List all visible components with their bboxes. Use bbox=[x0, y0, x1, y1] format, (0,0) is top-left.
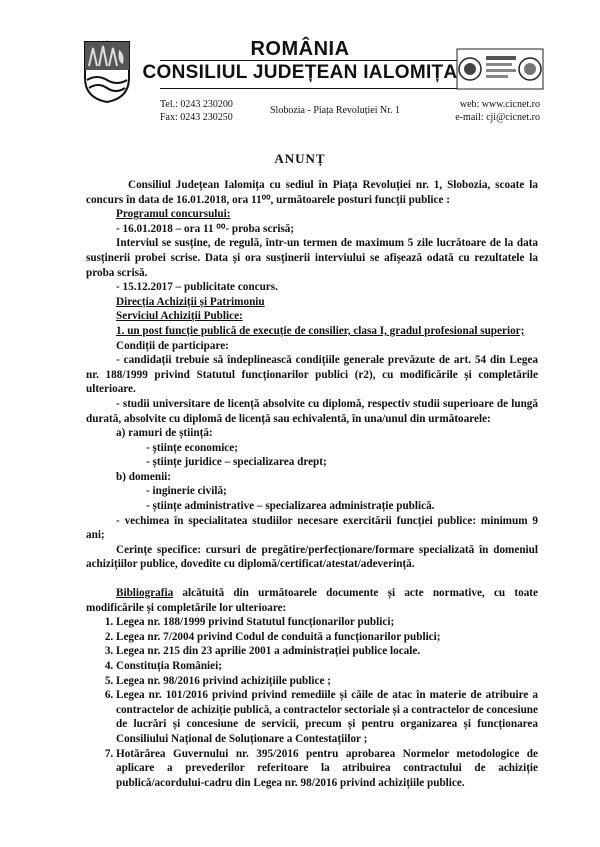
website[interactable]: web: www.cicnet.ro bbox=[459, 99, 540, 110]
intro-paragraph: Consiliul Județean Ialomița cu sediul în Piața Revoluției nr. 1, Slobozia, scoate la concurs în data de 16.01.2018, ora 11⁰⁰, următoarele posturi funcții publice : bbox=[86, 179, 538, 206]
phone-number: Tel.: 0243 230200 bbox=[160, 99, 233, 110]
bibliography-item: 6. Legea nr. 101/2016 privind privind remediile și căile de atac în materie de atribuire a contractelor de achiziție publică, a contractelor sectoriale și a contractelor de concesiune de lucrări și concesiune de servicii, precum și pentru organizarea și funcționarea Consiliului Național de Soluționare a Contestațiilor ; bbox=[116, 688, 538, 746]
condition-general: - candidații trebuie să îndeplinească condițiile generale prevăzute de art. 54 din Legea nr. 188/1999 privind Statutul funcționarilor publici (r2), cu modificările și completările ulterioare. bbox=[86, 354, 538, 396]
domain-heading: b) domenii: bbox=[116, 470, 172, 483]
domain-item: - inginerie civilă; bbox=[146, 485, 227, 498]
bibliography-item: 4. Constituția României; bbox=[116, 659, 538, 674]
web-email-block bbox=[435, 98, 540, 124]
bibliography-label: Bibliografia bbox=[116, 587, 174, 600]
announcement-title: ANUNȚ bbox=[274, 151, 326, 166]
email-address[interactable]: e-mail: cji@cicnet.ro bbox=[455, 112, 540, 123]
program-written-exam: - 16.01.2018 – ora 11 ⁰⁰- proba scrisă; bbox=[116, 222, 295, 235]
branch-item: - științe juridice – specializarea drept; bbox=[146, 456, 327, 469]
specific-requirements: Cerințe specifice: cursuri de pregătire/perfecționare/formare specializată în domeniul achizițiilor publice, dovedite cu diplomă/certificat/atestat/adeverință. bbox=[86, 543, 538, 571]
program-publication: - 15.12.2017 – publicitate concurs. bbox=[116, 281, 278, 294]
announcement-body bbox=[86, 178, 538, 790]
condition-seniority: - vechimea în specialitatea studiilor necesare exercitării funcției publice: minimum 9 ani; bbox=[86, 514, 538, 542]
bibliography-list bbox=[86, 615, 538, 790]
branch-heading: a) ramuri de știință: bbox=[116, 427, 213, 440]
domain-item: - științe administrative – specializarea administrație publică. bbox=[146, 500, 435, 513]
country-heading: ROMÂNIA bbox=[250, 38, 350, 60]
post-description: 1. un post funcție publică de execuție de consilier, clasa I, gradul profesional superior; bbox=[116, 324, 525, 337]
bibliography-item: 7. Hotărârea Guvernului nr. 395/2016 pentru aprobarea Normelor metodologice de aplicare a prevederilor referitoare la atribuirea contractului de achiziție publică/acordului-cadru din Legea nr. 98/2016 privind achizițiile publice. bbox=[116, 747, 538, 791]
program-interview: Interviul se susține, de regulă, într-un termen de maximum 5 zile lucrătoare de la data susținerii probei scrise. Data și ora susținerii interviului se afișează odată cu rezultatele la proba scrisă. bbox=[86, 237, 538, 279]
bibliography-item: 1. Legea nr. 188/1999 privind Statutul funcționarilor publici; bbox=[116, 615, 538, 630]
address: Slobozia - Piața Revoluției Nr. 1 bbox=[270, 105, 400, 116]
conditions-heading: Condiții de participare: bbox=[116, 339, 229, 352]
program-heading: Programul concursului: bbox=[116, 208, 231, 221]
phone-fax-block bbox=[160, 98, 233, 124]
service-heading: Serviciul Achiziții Publice: bbox=[116, 310, 243, 323]
institution-heading: CONSILIUL JUDEȚEAN IALOMIȚA bbox=[142, 62, 458, 83]
bibliography-intro: Bibliografia alcătuită din următoarele documente și acte normative, cu toate modificările și completările lor ulterioare: bbox=[86, 587, 538, 614]
bibliography-item: 3. Legea nr. 215 din 23 aprilie 2001 a administrației publice locale. bbox=[116, 644, 538, 659]
condition-studies: - studii universitare de licență absolvite cu diplomă, respectiv studii superioare de lungă durată, absolvite cu diplomă de licență sau echivalentă, în una/unul din următoarele: bbox=[86, 397, 538, 425]
bibliography-item: 2. Legea nr. 7/2004 privind Codul de conduită a funcționarilor publici; bbox=[116, 630, 538, 645]
fax-number: Fax: 0243 230250 bbox=[160, 112, 233, 123]
directorate-heading: Direcția Achiziții și Patrimoniu bbox=[116, 295, 265, 308]
quality-certification-seal-icon bbox=[456, 48, 544, 90]
branch-item: - științe economice; bbox=[146, 441, 238, 454]
bibliography-item: 5. Legea nr. 98/2016 privind achizițiile publice ; bbox=[116, 674, 538, 689]
